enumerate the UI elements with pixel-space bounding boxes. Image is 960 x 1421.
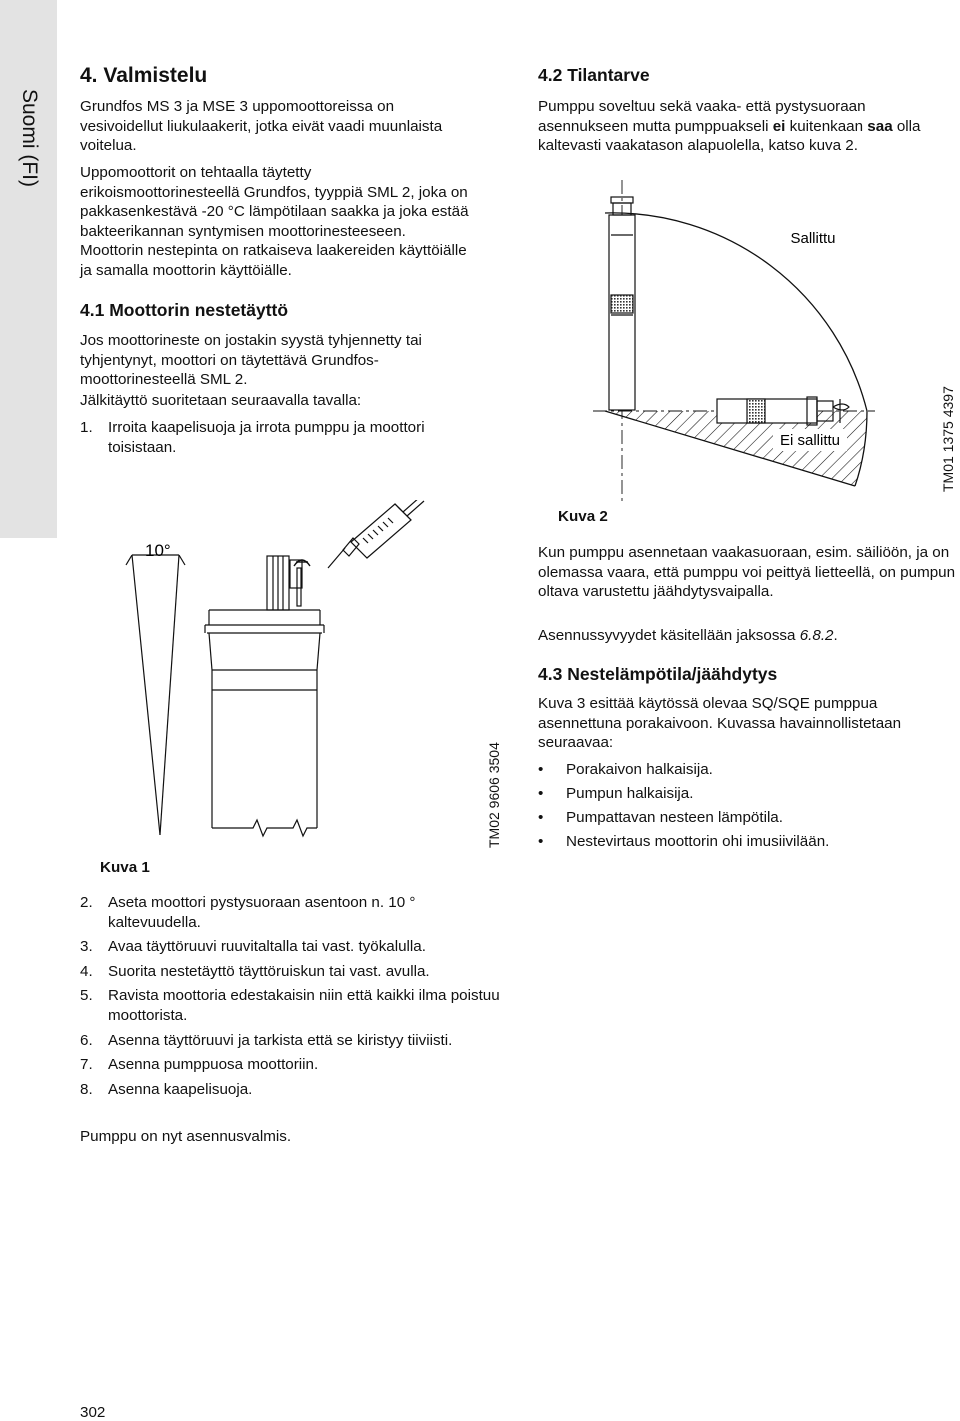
- step-text: Asenna täyttöruuvi ja tarkista että se kiristyy tiiviisti.: [108, 1031, 453, 1049]
- step-number: 3.: [80, 938, 93, 956]
- step-number: 1.: [80, 419, 93, 436]
- section-4-1-para-1: Jos moottorineste on jostakin syystä tyhjennetty tai tyhjentynyt, moottori on täytettävä Grundfos-moottorinesteellä SML 2.: [80, 332, 422, 389]
- text-part: Asennussyvyydet käsitellään jaksossa: [538, 627, 800, 644]
- emphasis-saa: saa: [867, 117, 893, 135]
- step-number: 4.: [80, 962, 93, 980]
- text-part: Pumppu soveltuu sekä vaaka- että pystysuoraan asennukseen mutta pumppuakseli: [538, 98, 866, 135]
- emphasis-ei: ei: [772, 117, 786, 135]
- section-4-title: 4. Valmistelu: [80, 64, 208, 87]
- step-item: [80, 986, 500, 1025]
- ready-text: Pumppu on nyt asennusvalmis.: [80, 1128, 292, 1145]
- section-reference: 6.8.2: [799, 627, 834, 644]
- step-text: Ravista moottoria edestakaisin niin että kaikki ilma poistuu moottorista.: [108, 987, 500, 1024]
- section-4-para-1: Grundfos MS 3 ja MSE 3 uppomoottoreissa on vesivoidellut liukulaakerit, jotka eivät vaadi muunlaista voitelua.: [80, 98, 443, 155]
- step-number: 6.: [80, 1031, 93, 1049]
- language-label: Suomi (FI): [17, 88, 41, 188]
- section-4-3-title: 4.3 Nestelämpötila/jäähdytys: [538, 664, 778, 684]
- section-4-2-title: 4.2 Tilantarve: [538, 65, 650, 85]
- section-4-3-intro: Kuva 3 esittää käytössä olevaa SQ/SQE pumppua asennettuna porakaivoon. Kuvassa havainnollistetaan seuraavaa:: [538, 695, 902, 752]
- allowed-label: Sallittu: [790, 230, 836, 247]
- list-item: • Pumpattavan nesteen lämpötila.: [538, 808, 950, 832]
- step-text: Suorita nestetäyttö täyttöruiskun tai vast. avulla.: [108, 962, 430, 980]
- step-item: [80, 962, 500, 982]
- step-number: 8.: [80, 1080, 93, 1098]
- figure-1-caption: Kuva 1: [100, 859, 150, 876]
- syringe: [328, 500, 424, 568]
- section-4-1-para-2: Jälkitäyttö suoritetaan seuraavalla tavalla:: [80, 392, 362, 409]
- step-item: [80, 893, 500, 932]
- section-4-para-2: Uppomoottorit on tehtaalla täytetty erikoismoottorinesteellä Grundfos, tyyppiä SML 2, joka on pakkasenkestävä -20 °C lämpötilaan saakka ja joka estää bakteerikannan syntymisen moottorinesteeseen. Moottorin nestepinta on ratkaiseva laakereiden käyttöiälle ja samalla moottorin käyttöiälle.: [80, 164, 469, 279]
- install-depth-text: [538, 626, 950, 646]
- figure-2-code: TM01 1375 4397: [940, 386, 956, 492]
- figure-1-motor-filling-drawing: [95, 500, 515, 890]
- list-item: • Porakaivon halkaisija.: [538, 760, 950, 784]
- step-list: [80, 893, 500, 1104]
- vertical-pump: [609, 197, 635, 410]
- step-item: [80, 1055, 500, 1075]
- cooling-factors-list: [538, 760, 950, 856]
- language-side-tab: [0, 0, 57, 538]
- text-part: .: [833, 627, 838, 644]
- not-allowed-label: Ei sallittu: [779, 432, 841, 449]
- step-item: [80, 1080, 500, 1100]
- page-number: 302: [80, 1404, 106, 1421]
- step-text: Asenna kaapelisuoja.: [108, 1080, 253, 1098]
- list-item: • Nestevirtaus moottorin ohi imusiivilään.: [538, 832, 950, 856]
- step-number: 5.: [80, 987, 93, 1005]
- horizontal-install-text: Kun pumppu asennetaan vaakasuoraan, esim. säiliöön, ja on olemassa vaara, että pumppu voi peittyä lietteellä, on pumpun oltava varustettu jäähdytysvaipalla.: [538, 544, 956, 601]
- tilt-angle-wedge: [126, 555, 185, 835]
- step-item: [80, 418, 490, 457]
- section-4-1-title: 4.1 Moottorin nestetäyttö: [80, 300, 289, 320]
- step-text: Asenna pumppuosa moottoriin.: [108, 1056, 319, 1074]
- section-4-2-text: [538, 97, 950, 156]
- step-text: Avaa täyttöruuvi ruuvitaltalla tai vast. työkalulla.: [108, 938, 426, 956]
- text-part: olla kaltevasti vaakatason alapuolella, katso kuva 2.: [538, 117, 921, 155]
- figure-1-code: TM02 9606 3504: [486, 742, 502, 848]
- step-1-list: [80, 418, 490, 462]
- step-item: [80, 1031, 500, 1051]
- step-text: Aseta moottori pystysuoraan asentoon n. 10 ° kaltevuudella.: [108, 894, 416, 931]
- list-item: • Pumpun halkaisija.: [538, 784, 950, 808]
- step-number: 2.: [80, 894, 93, 911]
- figure-2-installation-drawing: [575, 175, 905, 505]
- step-text: Irroita kaapelisuoja ja irrota pumppu ja moottori toisistaan.: [108, 419, 425, 456]
- step-item: [80, 937, 500, 957]
- motor-body: [205, 556, 324, 836]
- figure-2-caption: Kuva 2: [558, 508, 608, 525]
- step-number: 7.: [80, 1056, 93, 1074]
- angle-label: 10°: [145, 541, 171, 560]
- text-part: kuitenkaan: [785, 117, 868, 135]
